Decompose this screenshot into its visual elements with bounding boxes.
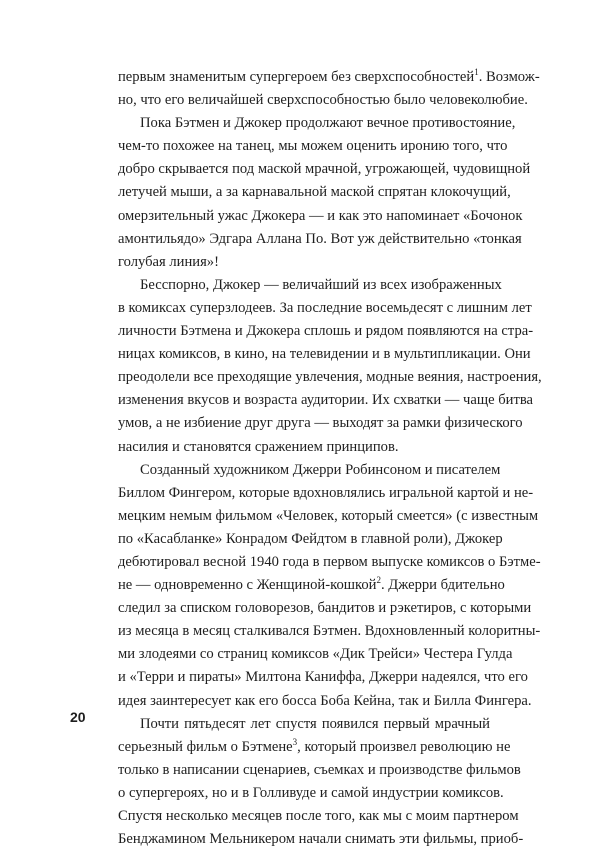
paragraph-2 <box>118 112 531 274</box>
text-line: насилия и становятся сражением принципов. <box>118 438 399 455</box>
text-line: Бесспорно, Джокер — величайший из всех изображенных <box>140 276 502 293</box>
text-line: личности Бэтмена и Джокера сплошь и рядом появляются на стра- <box>118 323 534 340</box>
text-line: умов, а не избиение друг друга — выходят за рамки физического <box>118 415 523 432</box>
text-line: омерзительный ужас Джокера — и как это напоминает «Бочонок <box>118 207 523 224</box>
paragraph-4 <box>118 459 541 713</box>
body-text <box>118 66 542 851</box>
paragraph-5 <box>118 713 524 851</box>
text-line: чем-то похожее на танец, мы можем оценить иронию того, что <box>118 138 508 155</box>
text-line: ми злодеями со страниц комиксов «Дик Трейси» Честера Гулда <box>118 646 513 663</box>
text-line: только в написании сценариев, съемках и производстве фильмов <box>118 761 521 778</box>
page-number: 20 <box>70 709 86 725</box>
footnote-ref-2[interactable]: 2 <box>376 575 381 586</box>
footnote-ref-1[interactable]: 1 <box>474 67 479 78</box>
text-line: и «Терри и пираты» Милтона Каниффа, Джерри надеялся, что его <box>118 669 528 686</box>
text-line: по «Касабланке» Конрадом Фейдтом в главной роли), Джокер <box>118 530 503 547</box>
text-line: идея заинтересует как его босса Боба Кейна, так и Билла Фингера. <box>118 692 532 709</box>
text-line: Биллом Фингером, которые вдохновлялись игральной картой и не- <box>118 484 534 501</box>
text-line: о супергероях, но и в Голливуде и самой индустрии комиксов. <box>118 784 504 801</box>
text-line: в комиксах суперзлодеев. За последние восемьдесят с лишним лет <box>118 299 532 316</box>
text-line: дебютировал весной 1940 года в первом выпуске комиксов о Бэтме- <box>118 553 541 570</box>
text-line: не — одновременно с Женщиной-кошкой$^2$. Джерри бдительно <box>118 575 505 594</box>
text-line: следил за списком головорезов, бандитов и рэкетиров, с которыми <box>118 600 532 617</box>
text-line: Бенджамином Мельникером начали снимать эти фильмы, приоб- <box>118 831 524 848</box>
text-line: амонтильядо» Эдгара Аллана По. Вот уж действительно «тонкая <box>118 230 522 247</box>
text-line: Почти пятьдесят лет спустя появился первый мрачный <box>140 715 490 732</box>
text-line: мецким немым фильмом «Человек, который смеется» (с известным <box>118 507 539 524</box>
text-line: серьезный фильм о Бэтмене$^3$, который произвел революцию не <box>118 736 511 755</box>
paragraph-1 <box>118 66 540 112</box>
text-line: летучей мыши, а за карнавальной маской спрятан клокочущий, <box>118 184 511 201</box>
text-line: добро скрывается под маской мрачной, угрожающей, чудовищной <box>118 161 531 178</box>
footnote-ref-3[interactable]: 3 <box>292 736 298 747</box>
text-line: ницах комиксов, в кино, на телевидении и в мультипликации. Они <box>118 346 531 363</box>
text-line: из месяца в месяц сталкивался Бэтмен. Вдохновленный колоритны- <box>118 623 541 640</box>
text-line: голубая линия»! <box>118 253 219 270</box>
paragraph-3 <box>118 274 542 459</box>
text-line: Созданный художником Джерри Робинсоном и писателем <box>140 461 501 478</box>
text-line: Пока Бэтмен и Джокер продолжают вечное противостояние, <box>140 115 516 132</box>
text-line: изменения вкусов и возраста аудитории. Их схватки — чаще битва <box>118 392 534 409</box>
text-line: но, что его величайшей сверхспособностью было человеколюбие. <box>118 92 528 109</box>
text-line: Спустя несколько месяцев после того, как мы с моим партнером <box>118 808 519 824</box>
text-line: первым знаменитым супергероем без сверхспособностей$^1$. Возмож- <box>118 67 540 85</box>
text-line: преодолели все преходящие увлечения, модные веяния, настроения, <box>118 369 542 386</box>
